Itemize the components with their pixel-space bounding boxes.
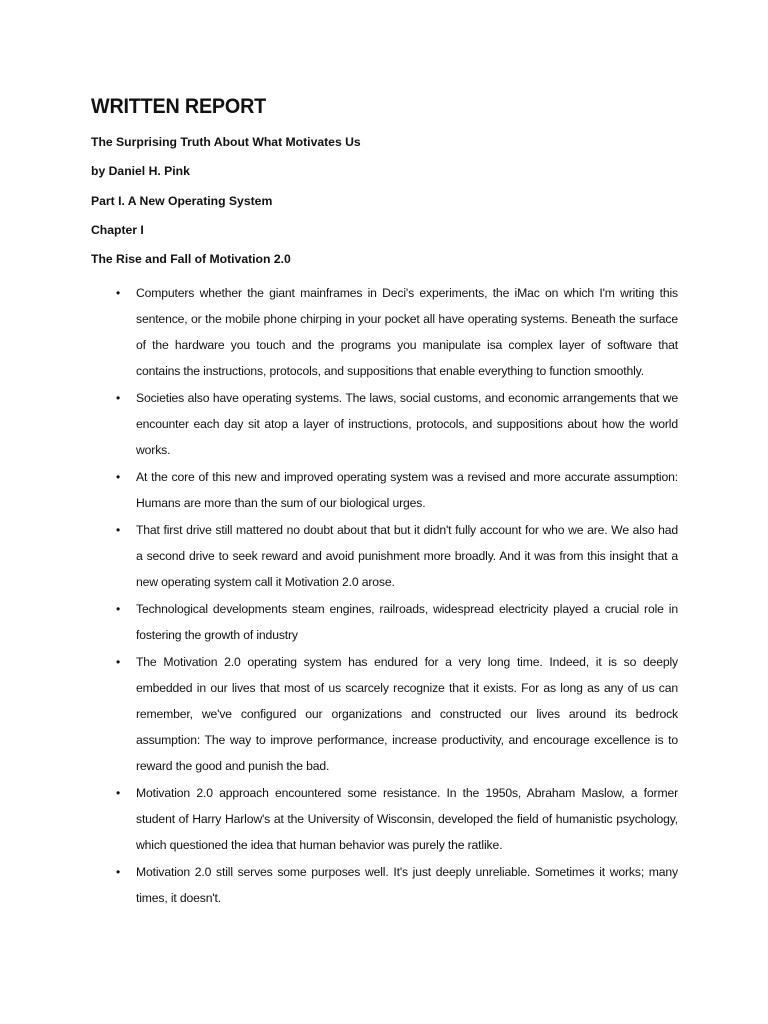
list-item: [91, 649, 678, 779]
list-item: [91, 464, 678, 516]
bullet-icon: •: [116, 655, 121, 670]
list-item-text: Motivation 2.0 still serves some purposes well. It's just deeply unreliable. Sometimes it works; many times, it doesn't.: [136, 865, 678, 906]
bullet-icon: •: [116, 470, 121, 485]
list-item: [91, 859, 678, 911]
list-item-text: Societies also have operating systems. The laws, social customs, and economic arrangements that we encounter each day sit atop a layer of instructions, protocols, and suppositions about how the world works.: [136, 391, 678, 458]
list-item-text: Technological developments steam engines, railroads, widespread electricity played a crucial role in fostering the growth of industry: [136, 602, 678, 643]
list-item: [91, 385, 678, 463]
bullet-icon: •: [116, 602, 121, 617]
document-page: [91, 92, 678, 912]
bullet-icon: •: [116, 865, 121, 880]
chapter-heading: Chapter I: [91, 222, 144, 237]
book-subtitle: The Surprising Truth About What Motivates Us: [91, 135, 361, 149]
part-heading: Part I. A New Operating System: [91, 193, 273, 208]
section-heading: The Rise and Fall of Motivation 2.0: [91, 252, 291, 267]
list-item: [91, 780, 678, 858]
bullet-list: [91, 280, 678, 911]
bullet-icon: •: [116, 391, 121, 406]
list-item-text: Computers whether the giant mainframes in Deci's experiments, the iMac on which I'm writing this sentence, or the mobile phone chirping in your pocket all have operating systems. Beneath the surface of the hardware you touch and the programs you manipulate isa complex layer of software that contains the instructions, protocols, and suppositions that enable everything to function smoothly.: [136, 286, 678, 379]
list-item: [91, 596, 678, 648]
report-title: WRITTEN REPORT: [91, 95, 267, 118]
list-item-text: The Motivation 2.0 operating system has endured for a very long time. Indeed, it is so deeply embedded in our lives that most of us scarcely recognize that it exists. For as long as any of us can remember, we've configured our organizations and constructed our lives around its bedrock assumption: The way to improve performance, increase productivity, and encourage excellence is to reward the good and punish the bad.: [136, 655, 678, 774]
bullet-icon: •: [116, 786, 121, 801]
bullet-icon: •: [116, 523, 121, 538]
bullet-icon: •: [116, 286, 121, 301]
list-item-text: That first drive still mattered no doubt about that but it didn't fully account for who we are. We also had a second drive to seek reward and avoid punishment more broadly. And it was from this insight that a new operating system call it Motivation 2.0 arose.: [136, 523, 678, 590]
list-item: [91, 517, 678, 595]
list-item-text: At the core of this new and improved operating system was a revised and more accurate assumption: Humans are more than the sum of our biological urges.: [136, 470, 678, 511]
list-item-text: Motivation 2.0 approach encountered some resistance. In the 1950s, Abraham Maslow, a former student of Harry Harlow's at the University of Wisconsin, developed the field of humanistic psychology, which questioned the idea that human behavior was purely the ratlike.: [136, 786, 678, 853]
list-item: [91, 280, 678, 384]
author-line: by Daniel H. Pink: [91, 164, 190, 179]
